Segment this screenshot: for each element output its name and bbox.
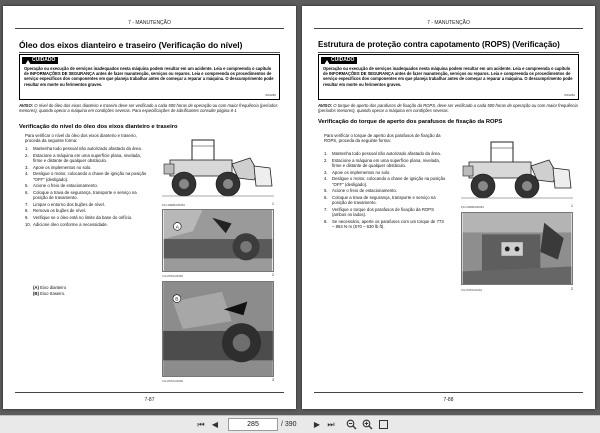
first-page-icon[interactable]: ⏮ — [197, 420, 205, 429]
warning-icon — [324, 60, 330, 65]
step-item — [25, 202, 147, 207]
step-item — [25, 165, 147, 170]
notice-label: AVISO: — [318, 103, 333, 108]
step-item — [25, 190, 147, 201]
step-item — [25, 215, 147, 220]
figure-code: PLC19986A00064 — [461, 205, 484, 209]
header-rule — [15, 28, 284, 29]
intro-text: Para verificar o nível do óleo dos eixos dianteiro e traseiro, proceda da seguinte forma: — [25, 133, 137, 144]
page-count: / 390 — [281, 421, 297, 428]
figure-code: CIL17ROL01044 — [461, 288, 482, 292]
step-number: 8. — [324, 218, 328, 224]
rops-bolts-drawing — [462, 213, 572, 284]
page-title: Óleo dos eixos dianteiro e traseiro (Verificação do nível) — [19, 40, 243, 50]
step-text: Acione o freio de estacionamento. — [332, 188, 397, 194]
prev-page-icon[interactable]: ◀ — [211, 420, 219, 429]
figure-number: 1 — [272, 202, 274, 206]
step-item — [25, 146, 147, 151]
step-number: 5. — [25, 183, 29, 189]
legend-item-a: (A) Eixo dianteiro — [33, 285, 67, 290]
caution-label — [22, 57, 58, 64]
caution-label-text: CUIDADO — [32, 57, 56, 63]
step-number: 8. — [25, 208, 29, 214]
steps-list — [324, 151, 446, 231]
step-text: Estacione a máquina em uma superfície plana, nivelada, firme e distante de qualquer obstáculo. — [332, 157, 440, 168]
step-number: 4. — [324, 176, 328, 182]
caution-text: Operação ou execução de serviços inadequados nesta máquina podem resultar em um acidente. Leia e compreenda o capítulo de INFORMAÇÕES DE SEGURANÇA antes de fazer manutenção, serviços ou reparos. Leia e compreenda os procedimentos de serviço específicos dos componentes em que planeja trabalhar antes de começar a reparar a máquina. O descumprimento pode resultar em morte ou ferimentos graves. — [323, 66, 573, 87]
step-number: 2. — [25, 152, 29, 158]
viewer-toolbar — [0, 415, 600, 433]
step-text: Acione o freio de estacionamento. — [33, 183, 98, 189]
notice-body: O torque de aperto dos parafusos de fixação da ROPS, deve ser verificado a cada 500 horas de operação ou com maior frequência (períodos menores), quando operar a máquina em condições severas. — [318, 103, 578, 114]
zoom-in-icon[interactable] — [362, 419, 373, 430]
figure-number: 2 — [571, 287, 573, 291]
rear-axle-photo — [162, 281, 274, 377]
step-number: 7. — [25, 201, 29, 207]
caution-code: W0128A — [564, 93, 575, 97]
step-number: 6. — [25, 189, 29, 195]
loader-illustration — [162, 134, 274, 200]
caution-label-text: CUIDADO — [331, 57, 355, 63]
wheel-loader-drawing — [162, 134, 274, 200]
rops-bolts-photo — [461, 212, 573, 285]
step-text: Mantenha todo pessoal não autorizado afastado da área. — [332, 151, 441, 156]
caution-box — [19, 54, 280, 100]
step-text: Apoie os implementos no solo. — [332, 169, 391, 175]
step-item — [25, 183, 147, 188]
step-number: 6. — [324, 194, 328, 200]
step-text: Coloque a trava de segurança, transporte e serviço na posição de travamento. — [332, 194, 436, 206]
wheel-loader-drawing — [461, 136, 573, 202]
step-text: Mantenha todo pessoal não autorizado afastado da área. — [33, 146, 142, 151]
figure-number: 2 — [272, 273, 274, 277]
figure-code: CIL17ROL01046 — [162, 379, 183, 383]
page-number: 7-87 — [144, 397, 155, 403]
caution-label — [321, 57, 357, 64]
section-title: Verificação do nível do óleo dos eixos dianteiro e traseiro — [19, 124, 178, 130]
step-number: 5. — [324, 188, 328, 194]
step-text: Adicione óleo conforme a necessidade. — [33, 221, 109, 227]
page-title: Estrutura de proteção contra capotamento (ROPS) (Verificação) — [318, 40, 560, 49]
step-item — [324, 207, 446, 218]
figure-letter: B — [175, 297, 179, 303]
step-item — [324, 151, 446, 156]
step-item — [324, 195, 446, 206]
title-rule — [19, 52, 280, 53]
page-header: 7 - MANUTENÇÃO — [427, 20, 470, 26]
step-item — [324, 219, 446, 230]
step-text: Desligue o motor, colocando a chave de ignição na posição "OFF" (desligado). — [332, 176, 446, 187]
figure-number: 1 — [571, 204, 573, 208]
last-page-icon[interactable]: ⏭ — [327, 420, 335, 429]
axle-legend — [33, 285, 66, 297]
page-number: 7-88 — [443, 397, 454, 403]
step-number: 3. — [25, 164, 29, 170]
fit-page-icon[interactable] — [378, 419, 389, 430]
title-rule — [318, 52, 579, 53]
legend-item-b: (B) Eixo traseiro. — [33, 291, 66, 297]
step-item — [324, 188, 446, 193]
figure-number: 3 — [272, 378, 274, 382]
step-text: Estacione a máquina em uma superfície plana, nivelada, firme e distante de qualquer obstáculo. — [33, 152, 141, 163]
warning-icon — [25, 60, 31, 65]
caution-box — [318, 54, 579, 100]
steps-list — [25, 146, 147, 228]
step-text: Verifique se o óleo está no limite da base do orifício. — [33, 214, 133, 220]
step-text: Desligue o motor, colocando a chave de ignição na posição "OFF" (desligado). — [33, 171, 147, 182]
step-number: 1. — [324, 151, 328, 156]
document-page-right — [302, 6, 595, 409]
step-item — [25, 153, 147, 164]
step-number: 1. — [25, 146, 29, 151]
step-text: Remova os bujões de nível. — [33, 208, 87, 214]
intro-text: Para verificar o torque de aperto dos parafusos de fixação da ROPS, proceda da seguinte forma: — [324, 133, 441, 144]
current-page: 285 — [247, 421, 259, 428]
section-title: Verificação do torque de aperto dos parafusos de fixação da ROPS — [318, 119, 503, 125]
step-item — [25, 208, 147, 213]
step-item — [324, 170, 446, 175]
step-text: Apoie os implementos no solo. — [33, 164, 92, 170]
next-page-icon[interactable]: ▶ — [313, 420, 321, 429]
step-text: Verifique o torque dos parafusos de fixação da ROPS (ambos os lados). — [332, 206, 434, 218]
step-item — [25, 171, 147, 182]
step-number: 2. — [324, 157, 328, 163]
figure-letter: A — [175, 225, 180, 231]
page-header: 7 - MANUTENÇÃO — [128, 20, 171, 26]
caution-code: W0128A — [265, 93, 276, 97]
notice-text — [19, 103, 280, 114]
step-text: Coloque a trava de segurança, transporte e serviço na posição de travamento. — [33, 189, 137, 201]
step-text: Limpar o entorno dos bujões de nível. — [33, 201, 105, 207]
step-number: 10. — [25, 221, 31, 227]
step-item — [324, 176, 446, 187]
footer-rule — [314, 392, 583, 393]
step-number: 7. — [324, 206, 328, 212]
notice-label: AVISO: — [19, 103, 34, 108]
page-number-input[interactable] — [228, 418, 278, 431]
front-axle-drawing — [163, 210, 273, 271]
notice-text — [318, 103, 579, 114]
step-number: 4. — [25, 171, 29, 177]
step-text: Se necessário, aperte os parafusos com um torque de 773 – 854 N·m (570 – 630 lb ft). — [332, 218, 444, 230]
step-item — [25, 222, 147, 227]
step-number: 3. — [324, 169, 328, 175]
step-number: 9. — [25, 214, 29, 220]
rear-axle-drawing — [163, 282, 273, 376]
header-rule — [314, 28, 583, 29]
footer-rule — [15, 392, 284, 393]
figure-code: CIL17ROL01045 — [162, 274, 183, 278]
caution-text: Operação ou execução de serviços inadequados nesta máquina podem resultar em um acidente. Leia e compreenda o capítulo de INFORMAÇÕES DE SEGURANÇA antes de fazer manutenção, serviços ou reparos. Leia e compreenda os procedimentos de serviço específicos dos componentes em que planeja trabalhar antes de começar a reparar a máquina. O descumprimento pode resultar em morte ou ferimentos graves. — [24, 66, 274, 87]
front-axle-photo — [162, 209, 274, 272]
loader-illustration — [461, 136, 573, 202]
document-page-left — [3, 6, 296, 409]
step-item — [324, 158, 446, 169]
zoom-out-icon[interactable] — [346, 419, 357, 430]
notice-body: O nível do óleo dos eixos dianteiro e traseiro deve ser verificado a cada 500 horas de operação ou com maior frequência (períodos menores), quando operar a máquina em condições severas. Para especificações de lubrificantes consulte página 8-1 — [19, 103, 278, 114]
figure-code: PLC19986A00064 — [162, 203, 185, 207]
